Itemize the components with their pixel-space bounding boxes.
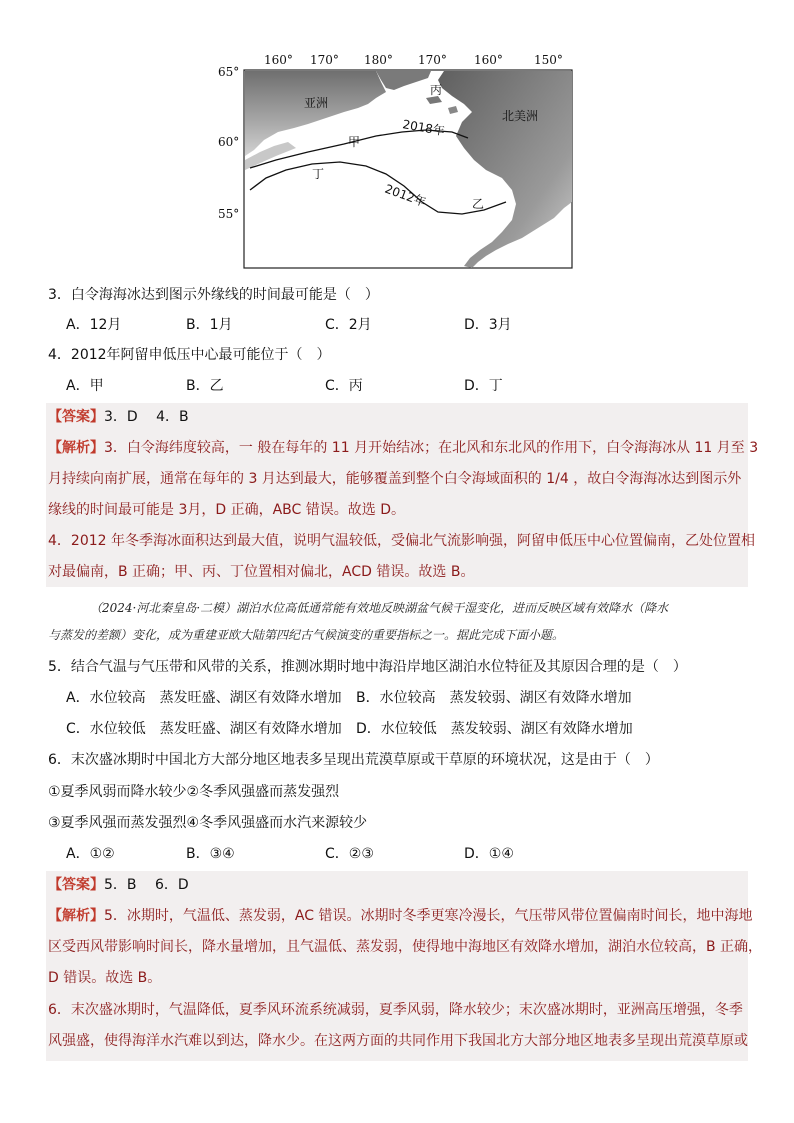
explanation-line: D 错误。故选 B。 xyxy=(48,970,162,986)
explanation-line: 缘线的时间最可能是 3月，D 正确，ABC 错误。故选 D。 xyxy=(48,502,405,518)
lat-label: 60° xyxy=(218,135,240,149)
q6-item-line: ③夏季风强而蒸发强烈④冬季风强盛而水汽来源较少 xyxy=(48,815,368,831)
question-6-stem: 6．末次盛冰期时中国北方大部分地区地表多呈现出荒漠草原或干草原的环境状况，这是由于（ ） xyxy=(48,752,659,768)
label-2018: 2018年 xyxy=(401,117,446,139)
bering-sea-map xyxy=(216,52,576,272)
explanation-line: 区受西风带影响时间长，降水量增加，且气温低、蒸发弱，使得地中海地区有效降水增加，湖泊水位较高，B 正确， xyxy=(48,939,763,955)
lat-label: 65° xyxy=(218,65,240,79)
question-4-stem: 4．2012年阿留申低压中心最可能位于（ ） xyxy=(48,347,331,363)
q4-option-c: C．丙 xyxy=(325,378,363,394)
label-2012: 2012年 xyxy=(382,181,428,210)
answer-tag: 【答案】 xyxy=(48,877,104,893)
q5-option-b: B．水位较高 蒸发较弱、湖区有效降水增加 xyxy=(356,690,632,706)
lon-label: 150° xyxy=(534,53,563,67)
explanation-tag: 【解析】 xyxy=(48,440,104,456)
explanation-line: 【解析】5．冰期时，气温低、蒸发弱，AC 错误。冰期时冬季更寒冷漫长，气压带风带位置偏南时间长，地中海地 xyxy=(48,908,753,924)
point-bing: 丙 xyxy=(430,83,443,97)
q6-option-d: D．①④ xyxy=(464,846,514,862)
explanation-line: 对最偏南，B 正确；甲、丙、丁位置相对偏北，ACD 错误。故选 B。 xyxy=(48,564,475,580)
point-ding: 丁 xyxy=(312,167,325,181)
question-3-stem: 3．白令海海冰达到图示外缘线的时间最可能是（ ） xyxy=(48,287,379,303)
q4-option-d: D．丁 xyxy=(464,378,503,394)
explanation-line: 6．末次盛冰期时，气温降低，夏季风环流系统减弱，夏季风弱，降水较少；末次盛冰期时，亚洲高压增强，冬季 xyxy=(48,1002,743,1018)
explanation-line: 4．2012 年冬季海冰面积达到最大值，说明气温较低，受偏北气流影响强，阿留申低压中心位置偏南，乙处位置相 xyxy=(48,533,755,549)
lon-label: 170° xyxy=(310,53,339,67)
answer-line-2 xyxy=(48,875,189,895)
q6-option-a: A．①② xyxy=(66,846,115,862)
answer-text: 5．B 6．D xyxy=(104,877,189,893)
north-america-label: 北美洲 xyxy=(502,109,539,123)
q4-option-a: A．甲 xyxy=(66,378,104,394)
answer-text: 3．D 4．B xyxy=(104,409,189,425)
lon-label: 180° xyxy=(364,53,393,67)
point-yi: 乙 xyxy=(472,197,485,211)
q3-option-a: A．12月 xyxy=(66,317,122,333)
lon-label: 160° xyxy=(264,53,293,67)
intro-line: （2024·河北秦皇岛·二模）湖泊水位高低通常能有效地反映湖盆气候干湿变化，进而反映区域有效降水（降水 xyxy=(90,601,669,615)
answer-line-1 xyxy=(48,407,189,427)
q3-option-b: B．1月 xyxy=(186,317,233,333)
q6-item-line: ①夏季风弱而降水较少②冬季风强盛而蒸发强烈 xyxy=(48,784,340,800)
q3-option-c: C．2月 xyxy=(325,317,372,333)
explanation-line: 风强盛，使得海洋水汽难以到达，降水少。在这两方面的共同作用下我国北方大部分地区地表多呈现出荒漠草原或 xyxy=(48,1033,748,1049)
q5-option-a: A．水位较高 蒸发旺盛、湖区有效降水增加 xyxy=(66,690,342,706)
explanation-tag: 【解析】 xyxy=(48,908,104,924)
asia-label: 亚洲 xyxy=(304,96,329,110)
lon-label: 160° xyxy=(474,53,503,67)
q4-option-b: B．乙 xyxy=(186,378,224,394)
q5-option-c: C．水位较低 蒸发旺盛、湖区有效降水增加 xyxy=(66,721,342,737)
q6-option-b: B．③④ xyxy=(186,846,235,862)
lon-label: 170° xyxy=(418,53,447,67)
intro-line: 与蒸发的差额）变化，成为重建亚欧大陆第四纪古气候演变的重要指标之一。据此完成下面小题。 xyxy=(48,628,565,642)
q6-option-c: C．②③ xyxy=(325,846,374,862)
point-jia: 甲 xyxy=(348,135,361,149)
explanation-line: 【解析】3．白令海纬度较高，一 般在每年的 11 月开始结冰；在北风和东北风的作用下，白令海海冰从 11 月至 3 xyxy=(48,440,759,456)
q3-option-d: D．3月 xyxy=(464,317,512,333)
answer-tag: 【答案】 xyxy=(48,409,104,425)
answer-block-1 xyxy=(46,403,748,587)
explanation-line: 月持续向南扩展，通常在每年的 3 月达到最大，能够覆盖到整个白令海域面积的 1/4 ，故白令海海冰达到图示外 xyxy=(48,471,742,487)
lat-label: 55° xyxy=(218,207,240,221)
question-5-stem: 5．结合气温与气压带和风带的关系，推测冰期时地中海沿岸地区湖泊水位特征及其原因合理的是（ ） xyxy=(48,659,687,675)
q5-option-d: D．水位较低 蒸发较弱、湖区有效降水增加 xyxy=(356,721,633,737)
